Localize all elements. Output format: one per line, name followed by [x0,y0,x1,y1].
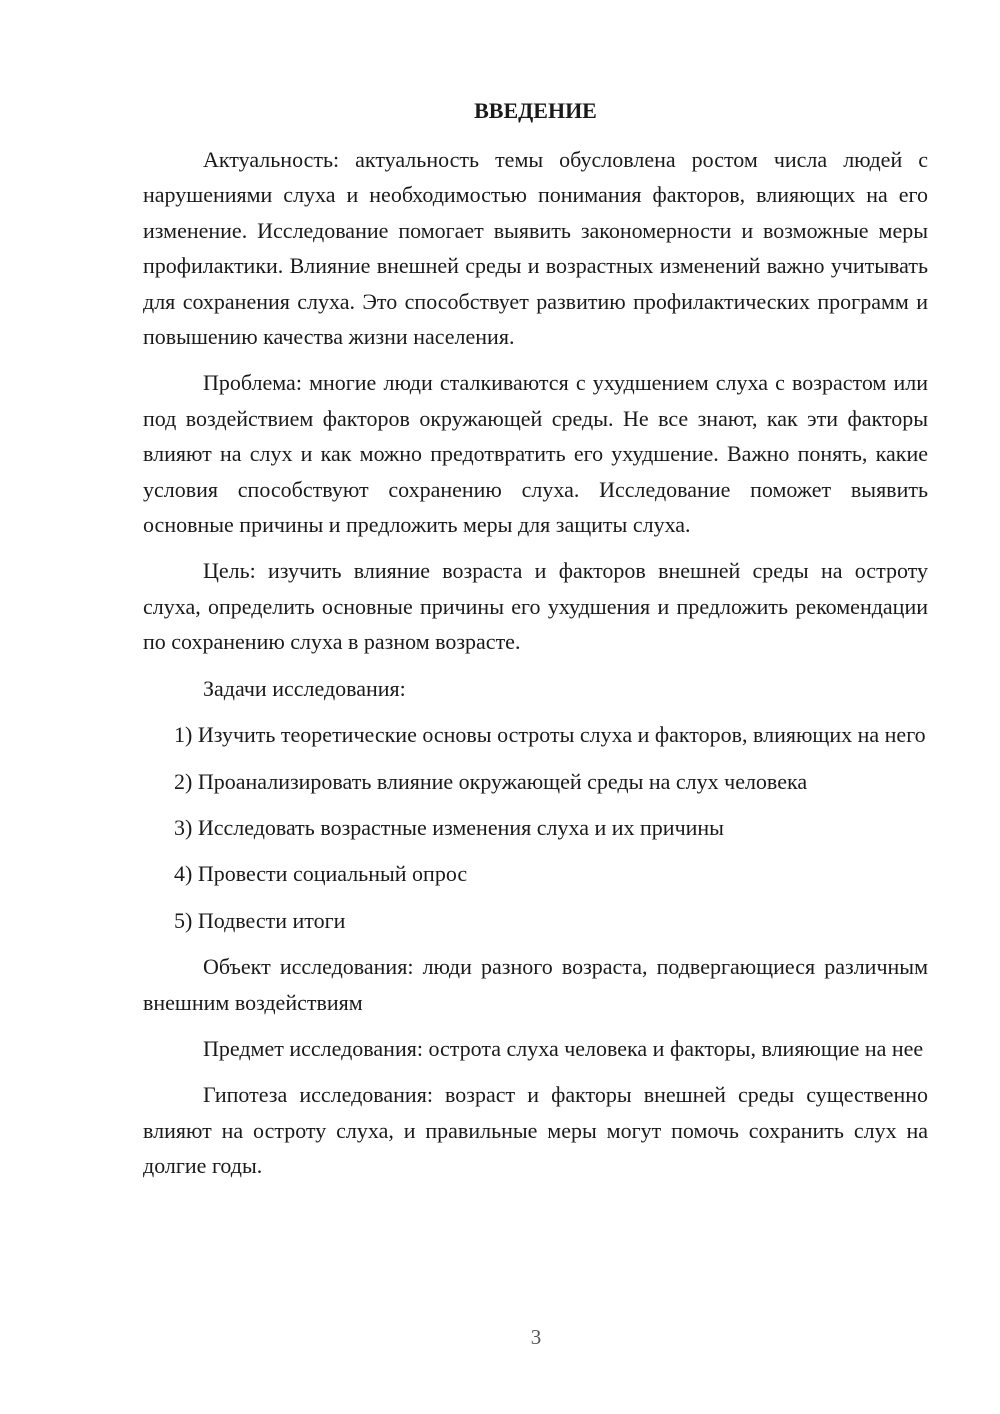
paragraph-tasks-intro: Задачи исследования: [203,675,406,701]
task-item-4: 4) Провести социальный опрос [174,861,468,887]
page-number: 3 [530,1325,542,1349]
paragraph-relevance: Актуальность: актуальность темы обусловлена ростом числа людей с нарушениями слуха и необходимостью понимания факторов, влияющих на его изменение. Исследование помогает выявить закономерности и возможные меры профилактики. Влияние внешней среды и возрастных изменений важно учитывать для сохранения слуха. Это способствует развитию профилактических программ и повышению качества жизни населения. [143,147,928,350]
paragraph-object: Объект исследования: люди разного возраста, подвергающиеся различным внешним воздействиям [143,954,928,1015]
task-item-1: 1) Изучить теоретические основы остроты слуха и факторов, влияющих на него [174,722,926,748]
section-heading: ВВЕДЕНИЕ [474,98,597,123]
task-item-2: 2) Проанализировать влияние окружающей среды на слух человека [174,768,808,794]
paragraph-subject: Предмет исследования: острота слуха человека и факторы, влияющие на нее [203,1035,924,1061]
task-item-3: 3) Исследовать возрастные изменения слуха и их причины [174,814,724,840]
task-item-5: 5) Подвести итоги [174,907,346,933]
paragraph-hypothesis: Гипотеза исследования: возраст и факторы внешней среды существенно влияют на остроту слуха, и правильные меры могут помочь сохранить слух на долгие годы. [143,1082,928,1179]
document-body [143,142,928,1184]
paragraph-goal: Цель: изучить влияние возраста и факторов внешней среды на остроту слуха, определить основные причины его ухудшения и предложить рекомендации по сохранению слуха в разном возрасте. [143,558,928,655]
paragraph-problem: Проблема: многие люди сталкиваются с ухудшением слуха с возрастом или под воздействием факторов окружающей среды. Не все знают, как эти факторы влияют на слух и как можно предотвратить его ухудшение. Важно понять, какие условия способствуют сохранению слуха. Исследование поможет выявить основные причины и предложить меры для защиты слуха. [143,370,928,538]
